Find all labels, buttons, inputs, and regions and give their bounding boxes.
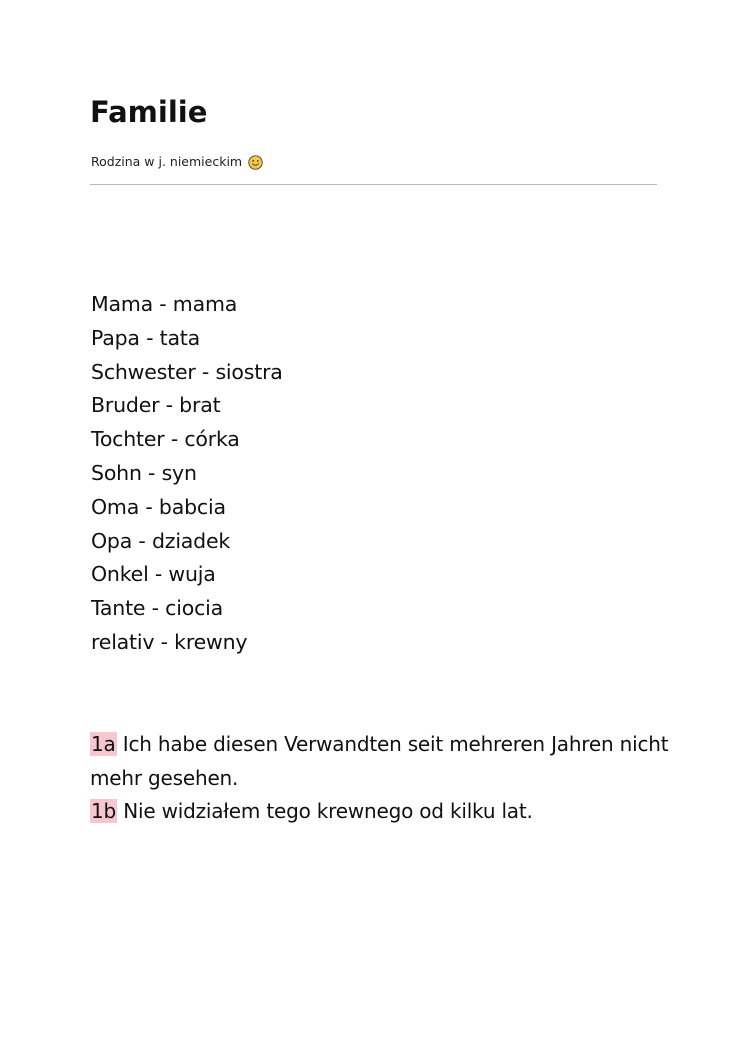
list-item: Onkel - wuja bbox=[91, 562, 216, 587]
sentence-text: Nie widziałem tego krewnego od kilku lat. bbox=[123, 799, 533, 823]
smiley-face-icon bbox=[248, 155, 263, 170]
sentence-polish bbox=[90, 795, 670, 829]
list-item: Mama - mama bbox=[91, 292, 238, 316]
list-item: Tochter - córka bbox=[91, 427, 240, 452]
list-item: Papa - tata bbox=[91, 325, 201, 350]
list-item: Oma - babcia bbox=[91, 494, 226, 519]
sentence-text: Ich habe diesen Verwandten seit mehreren Jahren nicht mehr gesehen. bbox=[90, 732, 669, 790]
sentence-label-1b: 1b bbox=[91, 799, 117, 823]
list-item: Sohn - syn bbox=[91, 460, 197, 485]
page-subtitle bbox=[91, 152, 263, 172]
subtitle-text: Rodzina w j. niemieckim bbox=[91, 154, 243, 169]
example-sentences bbox=[90, 728, 670, 829]
list-item: Bruder - brat bbox=[91, 393, 221, 418]
vocabulary-list bbox=[91, 288, 283, 660]
sentence-german bbox=[90, 728, 670, 795]
header-divider bbox=[90, 184, 657, 185]
list-item: relativ - krewny bbox=[91, 629, 248, 654]
page-title: Familie bbox=[90, 95, 208, 129]
list-item: Opa - dziadek bbox=[91, 528, 231, 553]
list-item: Tante - ciocia bbox=[91, 596, 224, 621]
sentence-label-1a: 1a bbox=[91, 732, 116, 756]
list-item: Schwester - siostra bbox=[91, 359, 283, 384]
